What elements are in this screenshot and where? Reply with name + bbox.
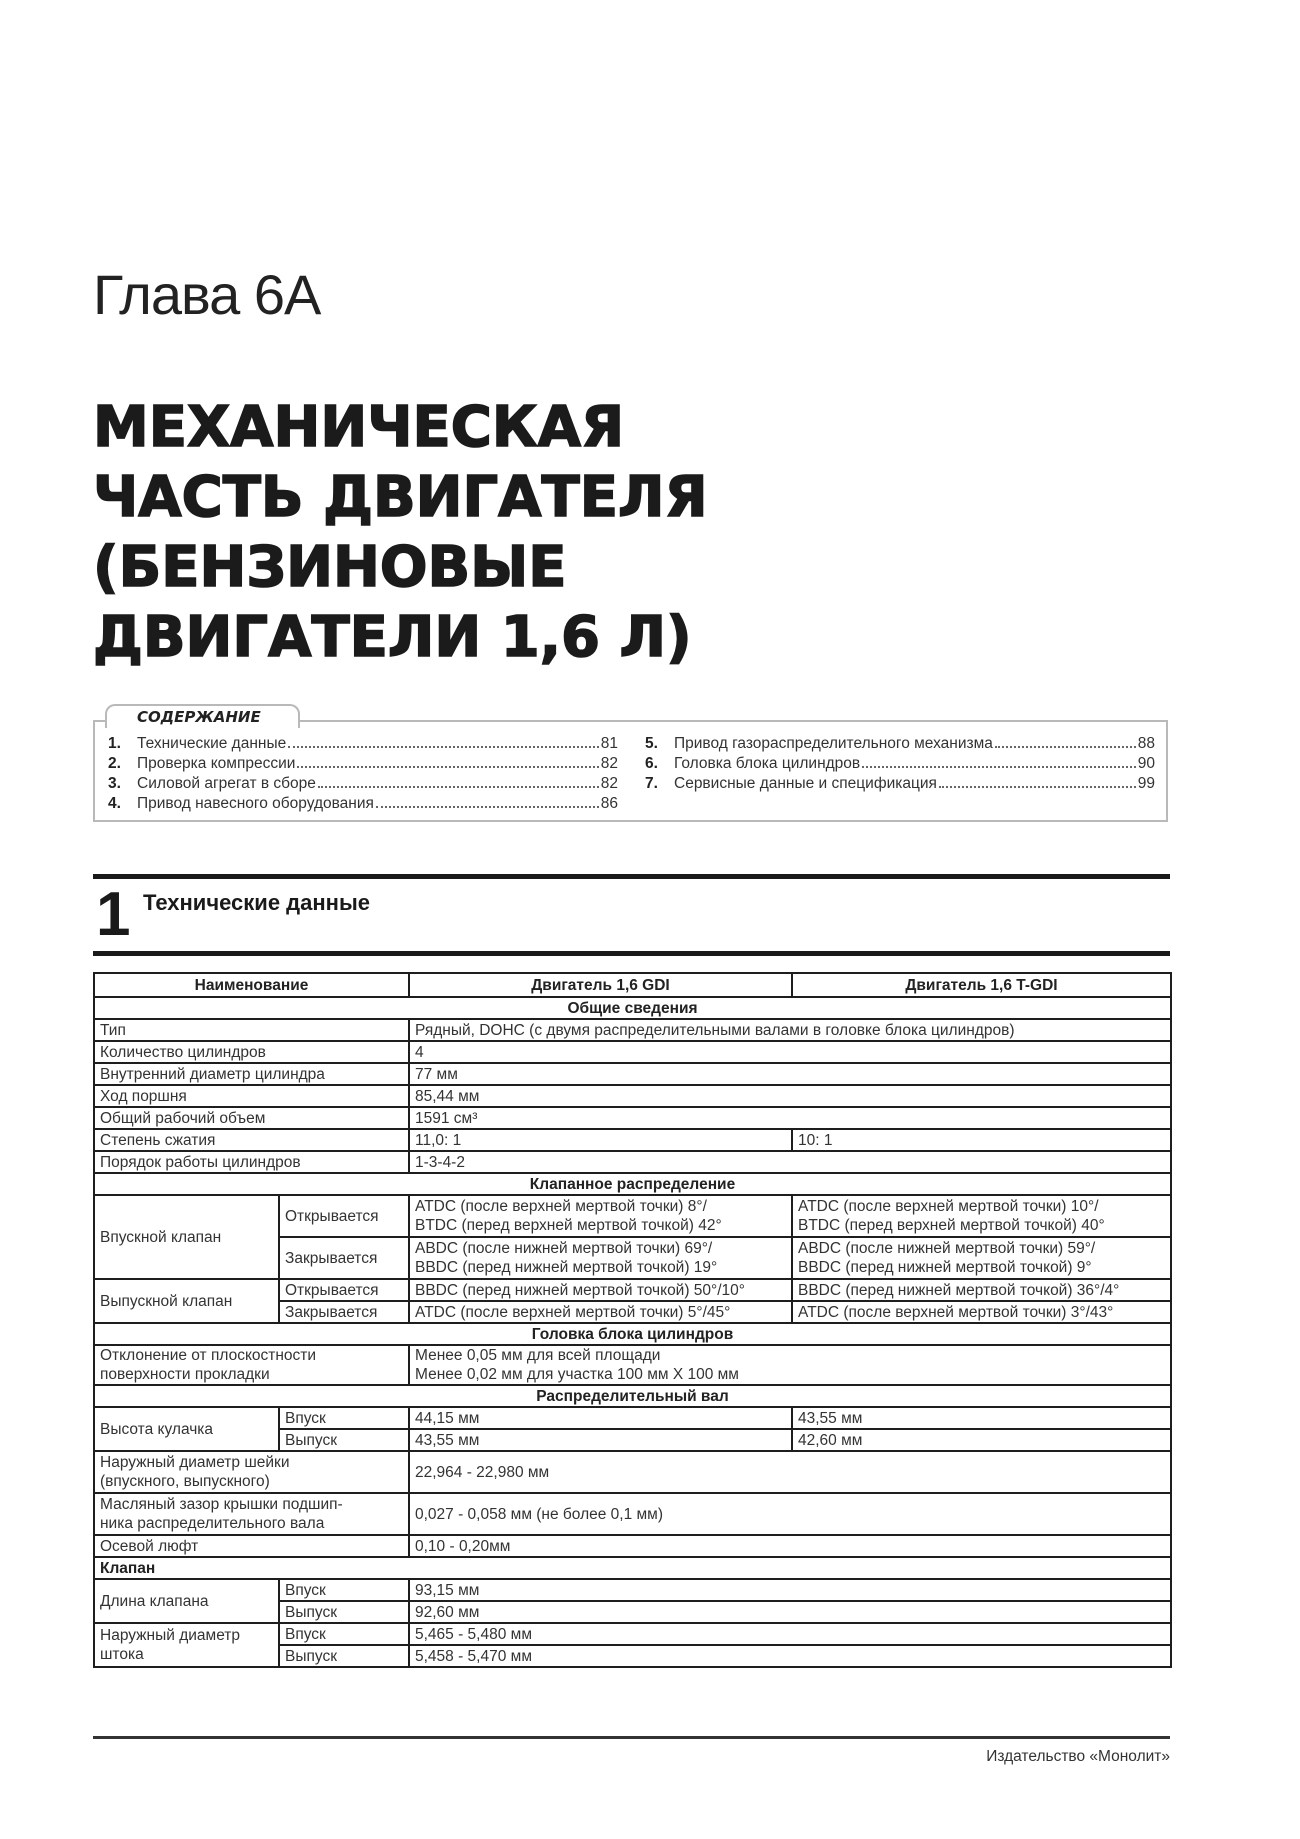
table-row: [94, 1451, 1171, 1493]
param-sub: Закрывается: [279, 1301, 409, 1323]
contents-heading: СОДЕРЖАНИЕ: [105, 704, 300, 728]
publisher-label: Издательство «Монолит»: [986, 1748, 1170, 1765]
param-sub: Открывается: [279, 1195, 409, 1237]
table-header-row: [94, 973, 1171, 997]
param-value: Рядный, DOHC (с двумя распределительными валами в головке блока цилиндров): [409, 1019, 1171, 1041]
param-name: Степень сжатия: [94, 1129, 409, 1151]
param-value: 1-3-4-2: [409, 1151, 1171, 1173]
table-row: [94, 1345, 1171, 1385]
param-value: 22,964 - 22,980 мм: [409, 1451, 1171, 1493]
toc-item[interactable]: [108, 734, 618, 754]
param-name: Ход поршня: [94, 1085, 409, 1107]
toc-leader: [376, 806, 599, 808]
table-row: [94, 1493, 1171, 1535]
param-value-tgdi: BBDC (перед нижней мертвой точкой) 36°/4°: [792, 1279, 1171, 1301]
param-sub: Закрывается: [279, 1237, 409, 1279]
toc-page: 86: [600, 795, 618, 812]
param-value: 5,465 - 5,480 мм: [409, 1623, 1171, 1645]
param-value-gdi: 43,55 мм: [409, 1429, 792, 1451]
toc-number: 5.: [645, 735, 658, 752]
toc-number: 3.: [108, 775, 121, 792]
section-row: [94, 1385, 1171, 1407]
param-value-gdi: BBDC (перед нижней мертвой точкой) 50°/10°: [409, 1279, 792, 1301]
toc-item[interactable]: [645, 734, 1155, 754]
param-sub: Выпуск: [279, 1645, 409, 1667]
param-value-tgdi: ATDC (после верхней мертвой точки) 10°/ BTDC (перед верхней мертвой точкой) 40°: [792, 1195, 1171, 1237]
param-name: Масляный зазор крышки подшип- ника распределительного вала: [94, 1493, 409, 1535]
column-header: Двигатель 1,6 T-GDI: [792, 973, 1171, 997]
param-value-gdi: 11,0: 1: [409, 1129, 792, 1151]
chapter-label: Глава 6А: [93, 263, 321, 326]
toc-number: 2.: [108, 755, 121, 772]
param-sub: Впуск: [279, 1407, 409, 1429]
toc-leader: [297, 766, 598, 768]
footer-rule: [93, 1736, 1170, 1739]
param-name: Порядок работы цилиндров: [94, 1151, 409, 1173]
section-number: 1: [96, 880, 131, 949]
param-name: Длина клапана: [94, 1579, 279, 1623]
param-sub: Выпуск: [279, 1601, 409, 1623]
param-name: Тип: [94, 1019, 409, 1041]
section-row: [94, 997, 1171, 1019]
toc-page: 99: [1137, 775, 1155, 792]
table-row: [94, 1407, 1171, 1429]
section-heading: Клапан: [94, 1557, 1171, 1579]
param-name: Общий рабочий объем: [94, 1107, 409, 1129]
table-row: [94, 1063, 1171, 1085]
param-value-tgdi: 10: 1: [792, 1129, 1171, 1151]
toc-number: 7.: [645, 775, 658, 792]
toc-label: Силовой агрегат в сборе: [137, 775, 316, 792]
section-rule-top: [93, 874, 1170, 879]
param-sub: Выпуск: [279, 1429, 409, 1451]
section-heading: Клапанное распределение: [94, 1173, 1171, 1195]
toc-leader: [862, 766, 1136, 768]
toc-page: 82: [600, 755, 618, 772]
table-row: [94, 1107, 1171, 1129]
spec-table: [93, 972, 1172, 1668]
param-value-gdi: 44,15 мм: [409, 1407, 792, 1429]
toc-number: 4.: [108, 795, 121, 812]
toc-item[interactable]: [645, 774, 1155, 794]
param-name: Высота кулачка: [94, 1407, 279, 1451]
param-value-tgdi: ATDC (после верхней мертвой точки) 3°/43°: [792, 1301, 1171, 1323]
toc-leader: [939, 786, 1136, 788]
param-value: 1591 см³: [409, 1107, 1171, 1129]
toc-leader: [995, 746, 1136, 748]
section-title: Технические данные: [143, 890, 370, 915]
toc-page: 90: [1137, 755, 1155, 772]
section-heading: Головка блока цилиндров: [94, 1323, 1171, 1345]
param-sub: Впуск: [279, 1623, 409, 1645]
section-rule-bottom: [93, 951, 1170, 956]
toc-item[interactable]: [645, 754, 1155, 774]
param-value: 85,44 мм: [409, 1085, 1171, 1107]
table-row: [94, 1535, 1171, 1557]
param-value-tgdi: ABDC (после нижней мертвой точки) 59°/ BBDC (перед нижней мертвой точкой) 9°: [792, 1237, 1171, 1279]
toc-label: Сервисные данные и спецификация: [674, 775, 937, 792]
param-value-gdi: ATDC (после верхней мертвой точки) 5°/45°: [409, 1301, 792, 1323]
param-value: Менее 0,05 мм для всей площади Менее 0,02 мм для участка 100 мм X 100 мм: [409, 1345, 1171, 1385]
param-value: 0,027 - 0,058 мм (не более 0,1 мм): [409, 1493, 1171, 1535]
param-value: 4: [409, 1041, 1171, 1063]
param-sub: Открывается: [279, 1279, 409, 1301]
table-row: [94, 1279, 1171, 1301]
column-header: Двигатель 1,6 GDI: [409, 973, 792, 997]
param-value-tgdi: 42,60 мм: [792, 1429, 1171, 1451]
param-name: Количество цилиндров: [94, 1041, 409, 1063]
table-row: [94, 1041, 1171, 1063]
table-row: [94, 1151, 1171, 1173]
toc-page: 82: [600, 775, 618, 792]
contents-column-left: [108, 734, 618, 814]
toc-leader: [318, 786, 599, 788]
param-value-gdi: ATDC (после верхней мертвой точки) 8°/ BTDC (перед верхней мертвой точкой) 42°: [409, 1195, 792, 1237]
toc-item[interactable]: [108, 794, 618, 814]
toc-label: Привод газораспределительного механизма: [674, 735, 993, 752]
toc-label: Проверка компрессии: [137, 755, 296, 772]
param-value: 5,458 - 5,470 мм: [409, 1645, 1171, 1667]
param-value-tgdi: 43,55 мм: [792, 1407, 1171, 1429]
table-row: [94, 1623, 1171, 1645]
param-value: 77 мм: [409, 1063, 1171, 1085]
param-value: 93,15 мм: [409, 1579, 1171, 1601]
section-row: [94, 1173, 1171, 1195]
contents-column-right: [645, 734, 1155, 794]
param-name: Осевой люфт: [94, 1535, 409, 1557]
section-heading: Распределительный вал: [94, 1385, 1171, 1407]
title-line: МЕХАНИЧЕСКАЯ: [93, 395, 625, 460]
toc-item[interactable]: [108, 754, 618, 774]
chapter-title: [93, 393, 708, 673]
title-line: ЧАСТЬ ДВИГАТЕЛЯ: [93, 465, 708, 530]
toc-leader: [288, 746, 599, 748]
section-heading: Общие сведения: [94, 997, 1171, 1019]
toc-number: 6.: [645, 755, 658, 772]
section-row: [94, 1323, 1171, 1345]
toc-page: 81: [600, 735, 618, 752]
param-name: Наружный диаметр штока: [94, 1623, 279, 1667]
title-line: ДВИГАТЕЛИ 1,6 Л): [93, 605, 692, 670]
section-row: [94, 1557, 1171, 1579]
table-row: [94, 1579, 1171, 1601]
param-sub: Впуск: [279, 1579, 409, 1601]
toc-number: 1.: [108, 735, 121, 752]
toc-label: Технические данные: [137, 735, 287, 752]
table-row: [94, 1129, 1171, 1151]
column-header: Наименование: [94, 973, 409, 997]
title-line: (БЕНЗИНОВЫЕ: [93, 535, 567, 600]
param-value-gdi: ABDC (после нижней мертвой точки) 69°/ BBDC (перед нижней мертвой точкой) 19°: [409, 1237, 792, 1279]
param-name: Внутренний диаметр цилиндра: [94, 1063, 409, 1085]
table-row: [94, 1019, 1171, 1041]
param-name: Наружный диаметр шейки (впускного, выпускного): [94, 1451, 409, 1493]
table-row: [94, 1195, 1171, 1237]
toc-label: Головка блока цилиндров: [674, 755, 861, 772]
table-row: [94, 1085, 1171, 1107]
param-name: Впускной клапан: [94, 1195, 279, 1279]
param-value: 0,10 - 0,20мм: [409, 1535, 1171, 1557]
param-name: Отклонение от плоскостности поверхности прокладки: [94, 1345, 409, 1385]
toc-label: Привод навесного оборудования: [137, 795, 374, 812]
toc-page: 88: [1137, 735, 1155, 752]
param-name: Выпускной клапан: [94, 1279, 279, 1323]
toc-item[interactable]: [108, 774, 618, 794]
param-value: 92,60 мм: [409, 1601, 1171, 1623]
